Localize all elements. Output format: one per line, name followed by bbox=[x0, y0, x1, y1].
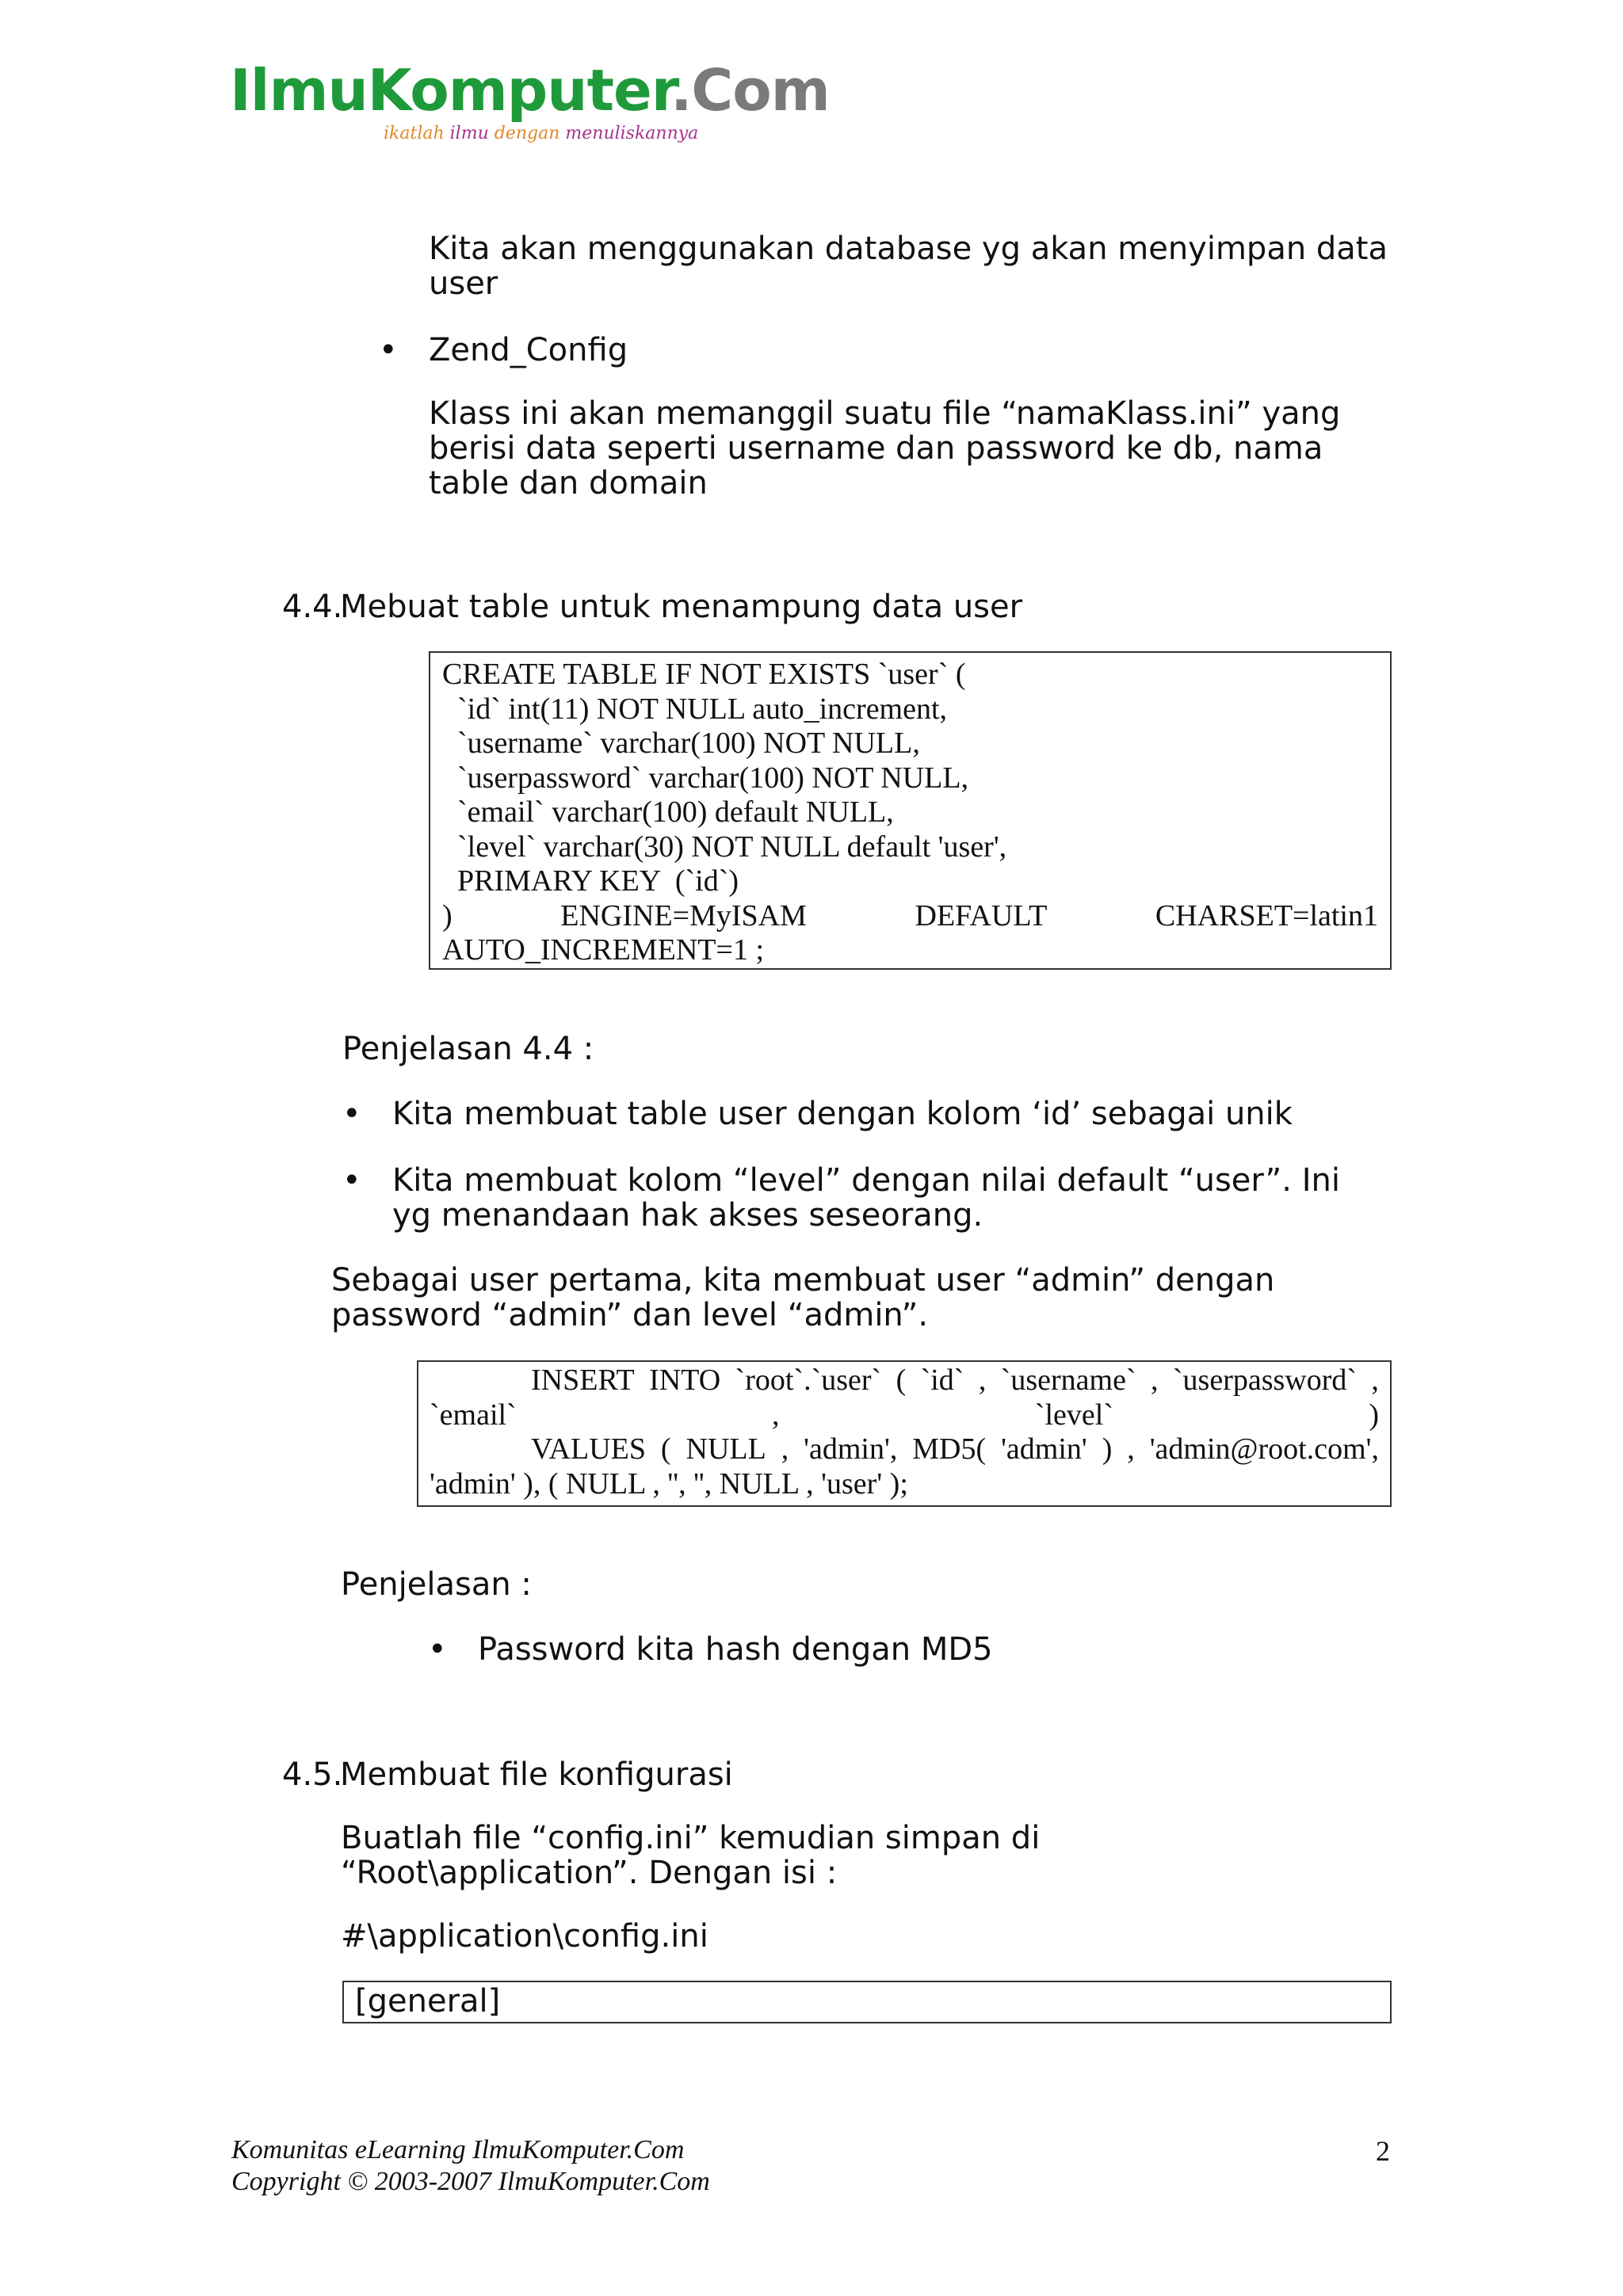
sql-word: MD5( bbox=[912, 1432, 987, 1466]
intro-db-text: Kita akan menggunakan database yg akan menyimpan data user bbox=[429, 231, 1388, 302]
sql-word: , bbox=[978, 1363, 987, 1397]
sql-word: `id` bbox=[920, 1363, 964, 1397]
sql-word: , bbox=[1151, 1363, 1159, 1397]
bullet-dot: • bbox=[428, 1631, 447, 1668]
page-number: 2 bbox=[1376, 2135, 1390, 2167]
sql-word: NULL bbox=[685, 1432, 766, 1466]
config-code-line: [general] bbox=[355, 1983, 501, 2019]
sql-word: `email` bbox=[430, 1398, 517, 1432]
sql-word: `level` bbox=[1034, 1398, 1113, 1432]
bullet-dot: • bbox=[342, 1096, 361, 1132]
config-code-box bbox=[342, 1981, 1392, 2023]
sql-line: `userpassword` varchar(100) NOT NULL, bbox=[442, 761, 969, 795]
tagline-part-3: dengan bbox=[494, 124, 566, 143]
sql-word: ENGINE=MyISAM bbox=[560, 898, 807, 933]
sql-word: , bbox=[1127, 1432, 1135, 1466]
sql-create-code bbox=[442, 658, 1378, 968]
zend-config-label: Zend_Config bbox=[429, 332, 628, 368]
explain-md5-bullet: Password kita hash dengan MD5 bbox=[478, 1631, 993, 1668]
logo-green-text: IlmuKomputer bbox=[230, 57, 671, 124]
sql-create-box bbox=[429, 651, 1392, 970]
insert-line-4: 'admin' ), ( NULL , '', '', NULL , 'user' ); bbox=[430, 1466, 908, 1501]
footer-line-1: Komunitas eLearning IlmuKomputer.Com bbox=[231, 2135, 685, 2164]
insert-line-2 bbox=[430, 1398, 1379, 1433]
sql-line: AUTO_INCREMENT=1 ; bbox=[442, 933, 764, 967]
config-description: Buatlah file “config.ini” kemudian simpan di “Root\application”. Dengan isi : bbox=[341, 1820, 1041, 1891]
insert-line-3 bbox=[430, 1432, 1379, 1467]
sql-line: PRIMARY KEY (`id`) bbox=[442, 864, 739, 898]
sql-line: CREATE TABLE IF NOT EXISTS `user` ( bbox=[442, 658, 966, 691]
sql-word: CHARSET=latin1 bbox=[1155, 898, 1378, 933]
sql-insert-box bbox=[417, 1360, 1392, 1507]
section-4-4-number: 4.4. bbox=[282, 589, 343, 625]
sql-word: `username` bbox=[1000, 1363, 1136, 1397]
sql-word: , bbox=[772, 1398, 780, 1432]
sql-word: VALUES bbox=[531, 1432, 646, 1466]
admin-user-text: Sebagai user pertama, kita membuat user “admin” dengan password “admin” dan level “admin”. bbox=[331, 1262, 1275, 1333]
bullet-dot: • bbox=[342, 1162, 361, 1199]
sql-word: ( bbox=[660, 1432, 671, 1466]
sql-line: `level` varchar(30) NOT NULL default 'user', bbox=[442, 830, 1007, 864]
sql-word: INSERT bbox=[531, 1363, 635, 1397]
sql-line: `id` int(11) NOT NULL auto_increment, bbox=[442, 692, 948, 726]
explain-bullet-2: Kita membuat kolom “level” dengan nilai default “user”. Ini yg menandaan hak akses seseorang. bbox=[392, 1162, 1340, 1234]
bullet-dot: • bbox=[379, 332, 398, 368]
sql-word: ) bbox=[1102, 1432, 1113, 1466]
site-logo bbox=[230, 57, 830, 124]
explain-bullet-1: Kita membuat table user dengan kolom ‘id’ sebagai unik bbox=[392, 1096, 1293, 1132]
sql-justified-line bbox=[442, 899, 1378, 934]
sql-word: 'admin@root.com', bbox=[1149, 1432, 1379, 1466]
tagline-part-2: ilmu bbox=[449, 124, 495, 143]
logo-grey-text: .Com bbox=[670, 57, 830, 124]
insert-line-1 bbox=[430, 1363, 1379, 1398]
sql-word: `userpassword` bbox=[1172, 1363, 1358, 1397]
sql-word: ) bbox=[1369, 1398, 1379, 1432]
sql-insert-code bbox=[430, 1363, 1379, 1501]
tagline-part-1: ikatlah bbox=[384, 124, 450, 143]
section-4-5-number: 4.5. bbox=[282, 1756, 343, 1793]
explain-heading: Penjelasan : bbox=[341, 1566, 532, 1603]
sql-word: 'admin', bbox=[804, 1432, 898, 1466]
sql-line: `email` varchar(100) default NULL, bbox=[442, 795, 894, 829]
logo-tagline bbox=[384, 124, 698, 143]
sql-word: `root`.`user` bbox=[735, 1363, 882, 1397]
config-path: #\application\config.ini bbox=[341, 1918, 708, 1955]
sql-word: 'admin' bbox=[1001, 1432, 1087, 1466]
section-4-4-title: Mebuat table untuk menampung data user bbox=[340, 589, 1023, 625]
sql-word: INTO bbox=[649, 1363, 721, 1397]
sql-word: ) bbox=[442, 898, 453, 933]
footer-text bbox=[231, 2134, 710, 2198]
sql-word: ( bbox=[896, 1363, 907, 1397]
sql-word: , bbox=[1371, 1363, 1379, 1397]
tagline-part-4: menuliskannya bbox=[565, 124, 699, 143]
section-4-5-title: Membuat file konfigurasi bbox=[340, 1756, 733, 1793]
sql-line: `username` varchar(100) NOT NULL, bbox=[442, 727, 920, 760]
zend-config-description: Klass ini akan memanggil suatu file “namaKlass.ini” yang berisi data seperti username dan password ke db, nama table dan domain bbox=[429, 395, 1341, 502]
footer-line-2: Copyright © 2003-2007 IlmuKomputer.Com bbox=[231, 2167, 710, 2196]
explain-4-4-heading: Penjelasan 4.4 : bbox=[342, 1031, 594, 1067]
sql-word: DEFAULT bbox=[915, 898, 1048, 933]
sql-word: , bbox=[781, 1432, 789, 1466]
